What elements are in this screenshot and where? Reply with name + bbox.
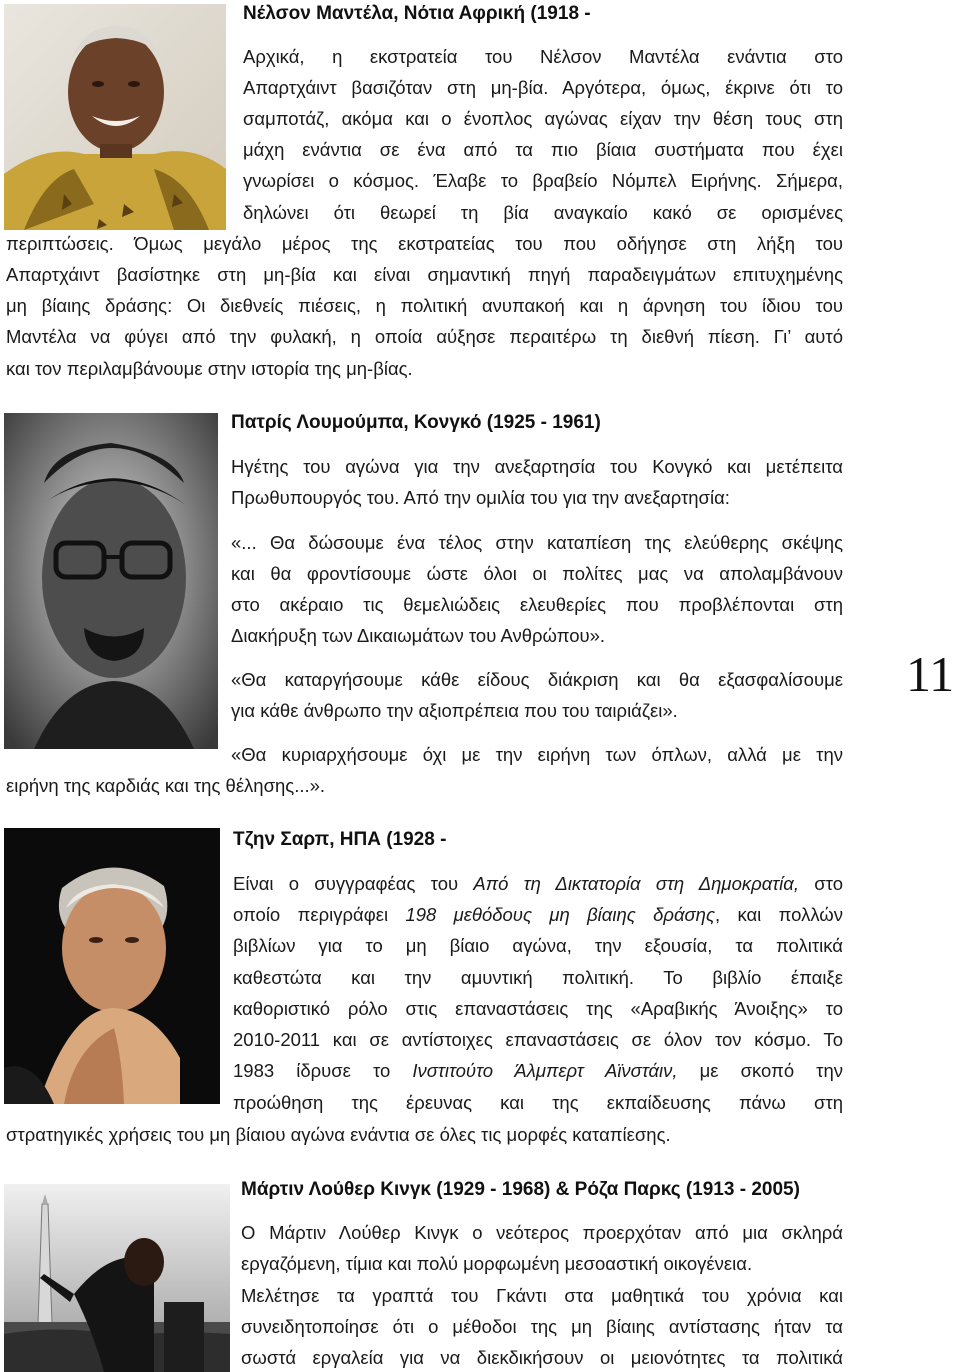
king-text-line: σωστά εργαλεία για να διεκδικήσουν οι μειονότητες τα πολιτικά bbox=[241, 1347, 843, 1368]
lumumba-text-line: για κάθε άνθρωπο την αξιοπρέπεια που του ταιριάζει». bbox=[231, 700, 678, 721]
lumumba-text-line: και θα φροντίσουμε ώστε όλοι οι πολίτες μας να απολαμβάνουν bbox=[231, 563, 843, 584]
mandela-text-line: Μαντέλα να φύγει από την φυλακή, η οποία αύξησε περαιτέρω τη διεθνή πίεση. Γι’ αυτό bbox=[6, 326, 843, 347]
lumumba-text-line: «... Θα δώσουμε ένα τέλος στην καταπίεση της ελεύθερης σκέψης bbox=[231, 532, 843, 553]
sharp-text-line: 2010-2011 και σε αντίστοιχες επαναστάσεις σε όλον τον κόσμο. Το bbox=[233, 1029, 843, 1050]
king-parks-heading: Μάρτιν Λούθερ Κινγκ (1929 - 1968) & Ρόζα Παρκς (1913 - 2005) bbox=[241, 1179, 800, 1200]
sharp-text-line: βιβλίων για το μη βίαιο αγώνα, την εξουσία, τα πολιτικά bbox=[233, 935, 843, 956]
sharp-text-line: καθεστώτα και την αμυντική πολιτική. Το βιβλίο έπαιξε bbox=[233, 967, 843, 988]
lumumba-text-line: «Θα κυριαρχήσουμε όχι με την ειρήνη των όπλων, αλλά με την bbox=[231, 744, 843, 765]
mandela-text-line: Αρχικά, η εκστρατεία του Νέλσον Μαντέλα ενάντια στο bbox=[243, 46, 843, 67]
king-text-line: Ο Μάρτιν Λούθερ Κινγκ ο νεότερος προερχόταν από μια σκληρά bbox=[241, 1222, 843, 1243]
king-text-line: Μελέτησε τα γραπτά του Γκάντι στα μαθητικά του χρόνια και bbox=[241, 1285, 843, 1306]
mandela-text-line: περιπτώσεις. Όμως μεγάλο μέρος της εκστρατείας του που οδήγησε στη λήξη του bbox=[6, 233, 843, 254]
sharp-heading: Τζην Σαρπ, ΗΠΑ (1928 - bbox=[233, 829, 447, 850]
mandela-heading: Νέλσον Μαντέλα, Νότια Αφρική (1918 - bbox=[243, 3, 591, 24]
lumumba-text-line: ειρήνη της καρδιάς και της θέλησης...». bbox=[6, 775, 326, 796]
mandela-text-line: μάχη ενάντια σε ένα από τα πιο βίαια συστήματα που έχει bbox=[243, 139, 843, 160]
mandela-text-line: δηλώνει ότι θεωρεί τη βία αναγκαίο κακό σε ορισμένες bbox=[243, 202, 843, 223]
sharp-text-line: οποίο περιγράφει 198 μεθόδους μη βίαιης δράσης, και πολλών bbox=[233, 904, 843, 925]
king-speech-image bbox=[4, 1184, 230, 1372]
lumumba-text-line: Διακήρυξη των Δικαιωμάτων του Ανθρώπου». bbox=[231, 625, 606, 646]
king-text-line: συνειδητοποίησε ότι ο μέθοδοι της μη βίαιης αντίστασης ήταν τα bbox=[241, 1316, 843, 1337]
sharp-text-line: στρατηγικές χρήσεις του μη βίαιου αγώνα ενάντια σε όλες τις μορφές καταπίεσης. bbox=[6, 1124, 671, 1145]
sharp-text-line: Είναι ο συγγραφέας του Από τη Δικτατορία στη Δημοκρατία, στο bbox=[233, 873, 843, 894]
sharp-text-line: καθοριστικό ρόλο στις επαναστάσεις της «Αραβικής Άνοιξης» το bbox=[233, 998, 843, 1019]
mandela-portrait-image bbox=[4, 4, 226, 230]
mandela-text-line: και τον περιλαμβάνουμε στην ιστορία της μη-βίας. bbox=[6, 358, 413, 379]
mandela-text-line: γνωρίσει ο κόσμος. Έλαβε το βραβείο Νόμπελ Ειρήνης. Σήμερα, bbox=[243, 170, 843, 191]
mandela-text-line: Απαρτχάιντ βασιζόταν στη μη-βία. Αργότερα, όμως, έκρινε ότι το bbox=[243, 77, 843, 98]
lumumba-portrait-image bbox=[4, 413, 218, 749]
mandela-text-line: μη βίαιης δράσης: Οι διεθνείς πιέσεις, η πολιτική ανυπακοή και η άρνηση του ίδιου του bbox=[6, 295, 843, 316]
sharp-portrait-image bbox=[4, 828, 220, 1104]
lumumba-heading: Πατρίς Λουμούμπα, Κονγκό (1925 - 1961) bbox=[231, 412, 601, 433]
sharp-text-line: προώθηση της έρευνας και της εκπαίδευσης πάνω στη bbox=[233, 1092, 843, 1113]
sharp-text-line: 1983 ίδρυσε το Ινστιτούτο Άλμπερτ Αϊνστάιν, με σκοπό την bbox=[233, 1060, 844, 1081]
page-number: 11 bbox=[906, 646, 955, 702]
lumumba-text-line: Πρωθυπουργός του. Από την ομιλία του για την ανεξαρτησία: bbox=[231, 487, 730, 508]
king-text-line: εργαζόμενη, τίμια και πολύ μορφωμένη μεσοαστική οικογένεια. bbox=[241, 1253, 753, 1274]
lumumba-text-line: Ηγέτης του αγώνα για την ανεξαρτησία του Κονγκό και μετέπειτα bbox=[231, 456, 843, 477]
mandela-text-line: σαμποτάζ, ακόμα και ο ένοπλος αγώνας είχαν την θέση τους στη bbox=[243, 108, 843, 129]
lumumba-text-line: «Θα καταργήσουμε κάθε είδους διάκριση και θα εξασφαλίσουμε bbox=[231, 669, 843, 690]
mandela-text-line: Απαρτχάιντ βασίστηκε στη μη-βία και είναι σημαντική πηγή παραδειγμάτων επιτυχημένης bbox=[6, 264, 843, 285]
lumumba-text-line: στο ακέραιο τις θεμελιώδεις ελευθερίες που προβλέπονται στη bbox=[231, 594, 843, 615]
